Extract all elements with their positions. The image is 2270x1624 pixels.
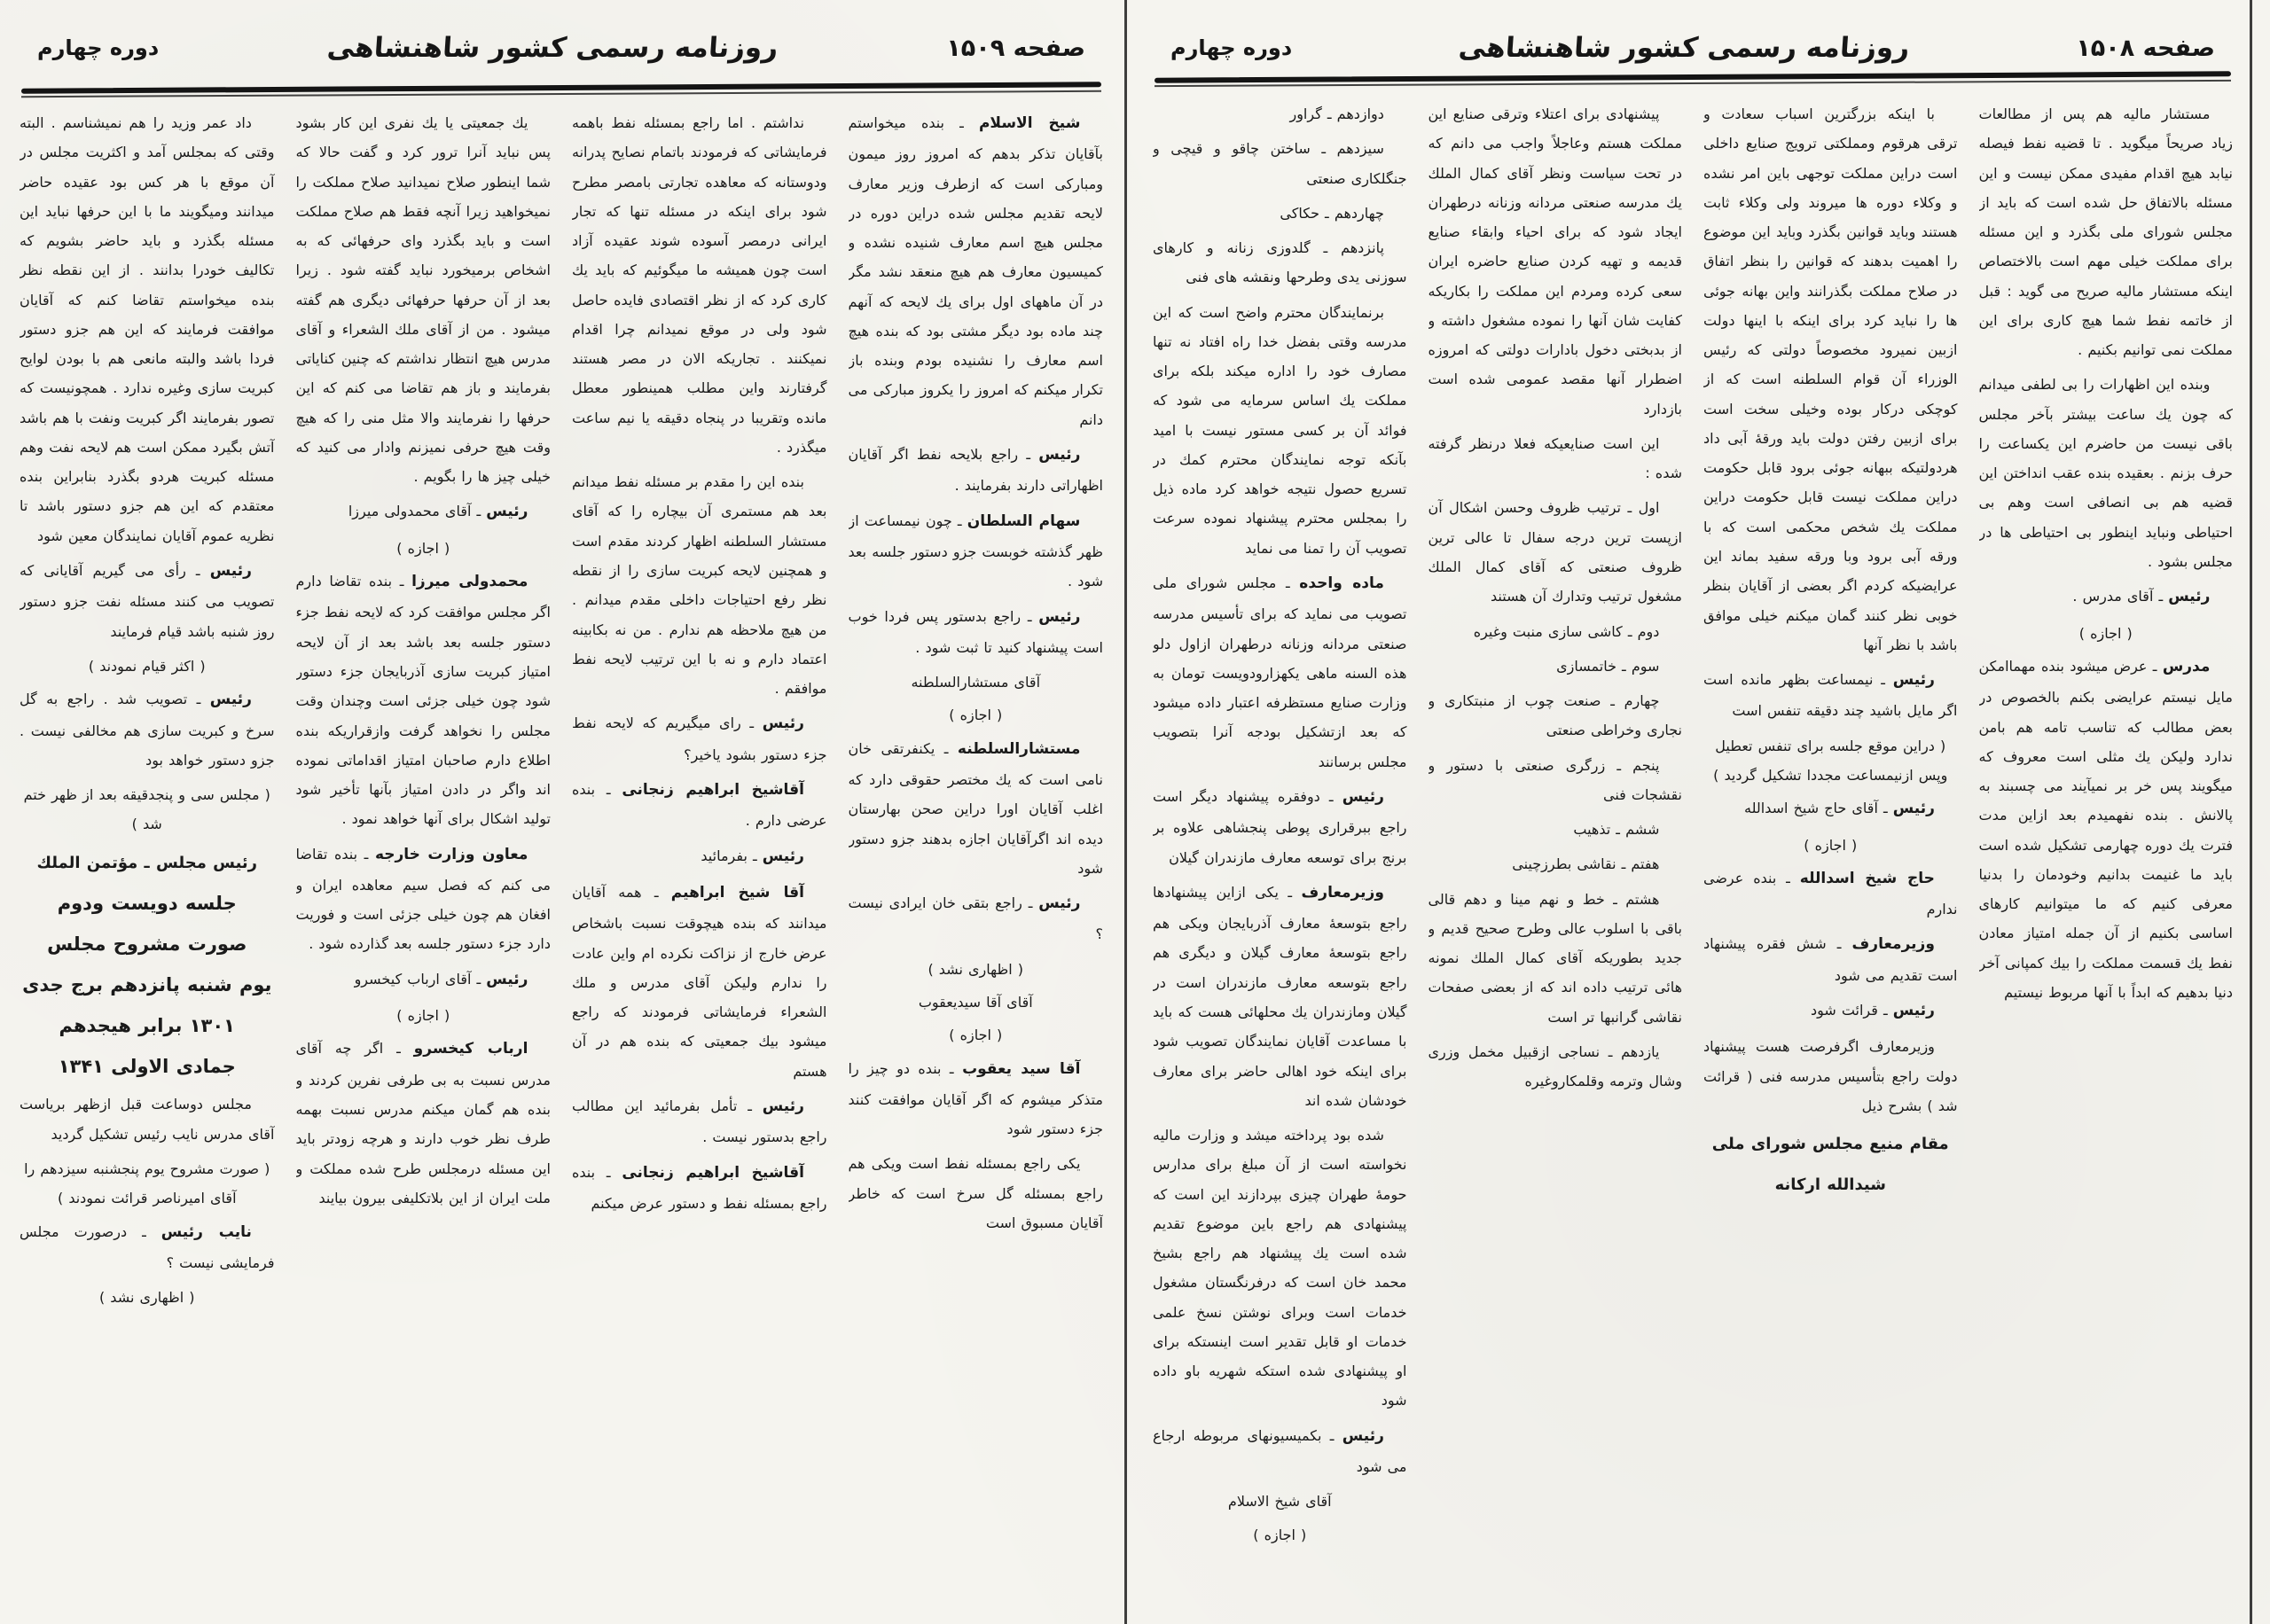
speaker-name: رئیس — [1038, 607, 1081, 626]
speaker-paragraph: رئیس ـ قرائت شود — [1810, 1002, 1935, 1020]
speaker-paragraph: رئیس ـ راجع بدستور پس فردا خوب است پیشنهاد کنید تا ثبت شود . — [848, 607, 1103, 656]
stage-direction: ( صورت مشروح یوم پنجشنبه سیزدهم را آقای امیرناصر قرائت نمودند ) — [24, 1159, 270, 1207]
page-number: صفحه ۱۵۰۹ — [946, 34, 1085, 62]
speaker-name: معاون وزارت خارجه — [374, 845, 528, 863]
speaker-paragraph: رئیس ـ بفرمائید — [701, 847, 804, 865]
speaker-paragraph: رئیس ـ نیمساعت بظهر مانده است اگر مایل باشید چند دقیقه تنفس است — [1703, 671, 1958, 720]
speaker-paragraph: ماده واحده ـ مجلس شورای ملی تصویب می نماید که برای تأسیس مدرسه صنعتی مردانه وزنانه درطهران ازاول دلو هذه السنه ماهی یکهزارودویست تومان به وزارت صنایع مستظرفه اعتبار داده میشود که بعد ازتشکیل بودجه آنرا بتصویب مجلس برسانند — [1153, 574, 1407, 770]
speaker-paragraph: آقا سید یعقوب ـ بنده دو چیز را متذکر میشوم که اگر آقایان موافقت کنند جزء دستور شود — [848, 1059, 1103, 1138]
speaker-paragraph: محمدولی میرزا ـ بنده تقاضا دارم اگر مجلس موافقت کرد که لایحه نفط جزء دستور جلسه بعد باشد بعد از آن لایحه امتیاز کبریت سازی آذربایجان جزء دستور شود چون خیلی جزئی است وچندان وقت مجلس را نخواهد گرفت وازقراریکه بنده اطلاع دارم صاحبان امتیاز اقداماتی نموده اند واگر در دادن امتیاز بآنها تأخیر شود تولید اشکال برای آنها خواهد نمود . — [295, 573, 551, 828]
speaker-name: مدرس — [2162, 657, 2211, 675]
stage-direction: ( اجازه ) — [1253, 1526, 1307, 1543]
speaker-name: رئیس — [762, 714, 804, 733]
body-paragraph: چهاردهم ـ حکاکی — [1280, 204, 1384, 222]
body-paragraph: شده بود پرداخته میشد و وزارت مالیه نخواسته است از آن مبلغ برای مدارس حومهٔ طهران چیزی بپردازند این است که پیشنهادی هم راجع باین موضوع تقدیم شده است یك پیشنهاد هم راجع بشیخ محمد خان است که درفرنگستان مشغول خدمات است وبرای نوشتن نسخ علمی خدمات او قابل تقدیر است اینستکه برای او پیشنهادی شده استکه شهریه باو داده شود — [1153, 1127, 1407, 1409]
body-paragraph: یکی راجع بمسئله نفط است ویکی هم راجع بمسئله گل سرخ است که خاطر آقایان مسبوق است — [848, 1155, 1103, 1231]
speaker-name: رئیس — [1892, 800, 1935, 818]
edition-label: دوره چهارم — [37, 35, 160, 60]
speaker-name: رئیس — [1892, 671, 1935, 690]
page-title: روزنامه رسمی کشور شاهنشاهی — [1457, 32, 1911, 64]
column-grid — [20, 108, 1103, 1617]
speaker-paragraph: مستشارالسلطنه ـ یکنفرتقی خان نامی است که یك مختصر حقوقی دارد که اغلب آقایان اورا دراین صحن بهارستان دیده اند اگرآقایان اجازه بدهند جزو دستور شود — [848, 739, 1103, 877]
session-heading: جلسه دویست ودوم — [57, 893, 237, 914]
newspaper-page-1508 — [1146, 0, 2240, 1624]
body-paragraph: دوازدهم ـ گراور — [1289, 105, 1384, 122]
speaker-paragraph: نایب رئیس ـ درصورت مجلس فرمایشی نیست ؟ — [20, 1222, 275, 1271]
newspaper-column — [20, 108, 275, 1617]
speaker-paragraph: آقاشیخ ابراهیم زنجانی ـ بنده عرضی دارم . — [572, 780, 827, 830]
speaker-name: شیخ الاسلام — [978, 114, 1081, 132]
session-heading: جمادی الاولی ۱۳۴۱ — [58, 1055, 236, 1077]
body-paragraph: پانزدهم ـ گلدوزی زنانه و کارهای سوزنی یدی وطرحها ونقشه های فنی — [1153, 239, 1407, 286]
body-paragraph: سوم ـ خاتمسازی — [1556, 657, 1660, 675]
page-header — [1146, 20, 2240, 76]
speaker-name: رئیس — [209, 691, 252, 709]
body-paragraph: دوم ـ کاشی سازی منبت وغیره — [1473, 622, 1660, 640]
speaker-name: آقا شیخ ابراهیم — [670, 883, 804, 902]
body-paragraph: وزیرمعارف اگرفرصت هست پیشنهاد دولت راجع بتأسیس مدرسه فنی ( قرائت شد ) بشرح ذیل — [1703, 1038, 1958, 1114]
body-paragraph: مستشار مالیه هم پس از مطالعات زیاد صریحاً میگوید . تا قضیه نفط فیصله نیابد هیچ اقدام مفیدی ممکن نیست و این مسئله بالاتفاق حل شده است که باید از مجلس شورای ملی بگذرد و این مسئله برای مملکت خیلی مهم است بالاختصاص اینکه مستشار مالیه صریح می گوید : قبل از خاتمه نفط شما هیچ کاری برای این مملکت نمی توانیم بکنیم . — [1978, 105, 2233, 359]
stage-direction: آقای مستشارالسلطنه — [911, 674, 1041, 691]
body-paragraph: نداشتم . اما راجع بمسئله نفط باهمه فرمایشاتی که فرمودند باتمام نصایح پدرانه ودوستانه که معاهده تجارتی بامصر مطرح شود برای اینکه در مسئله تنها که تجار ایرانی درمصر آسوده شوند عقیده آزاد است چون همیشه ما میگوئیم که باید یك کاری کرد که از نظر اقتصادی فایده حاصل شود ولی در موقع نمیدانم چرا اقدام نمیکنند . تجاریکه الان در مصر هستند گرفتارند واین مطلب همینطور معطل مانده وتقریبا در پنجاه دقیقه یا نیم ساعت میگذرد . — [572, 114, 827, 456]
newspaper-column — [1153, 99, 1407, 1617]
speaker-name: وزیرمعارف — [1851, 935, 1935, 954]
speaker-paragraph: وزیرمعارف ـ شش فقره پیشنهاد است تقدیم می شود — [1703, 935, 1958, 984]
stage-direction: ( اکثر قیام نمودند ) — [88, 657, 206, 675]
stage-direction: ( اجازه ) — [949, 1027, 1003, 1044]
newspaper-page-1509 — [12, 0, 1110, 1624]
body-paragraph: مجلس دوساعت قبل ازظهر بریاست آقای مدرس نایب رئیس تشکیل گردید — [20, 1096, 275, 1143]
body-paragraph: اول ـ ترتیب ظروف وحسن اشکال آن ازپست ترین درجه سفال تا عالی ترین ظروف صنعتی که آقای کمال الملك مشغول ترتیب وتدارك آن هستند — [1428, 499, 1682, 605]
session-heading: ۱۳۰۱ برابر هیجدهم — [59, 1014, 235, 1036]
speaker-paragraph: رئیس ـ راجع بتقی خان ایرادی نیست ؟ — [848, 894, 1103, 943]
speaker-paragraph: رئیس ـ تصویب شد . راجع به گل سرخ و کبریت سازی هم مخالفی نیست . جزو دستور خواهد بود — [20, 691, 275, 769]
speaker-name: رئیس — [209, 561, 252, 580]
speaker-name: نایب رئیس — [160, 1222, 252, 1241]
speaker-paragraph: ارباب کیخسرو ـ اگر چه آقای مدرس نسبت به بی طرفی نفرین کردند و بنده هم گمان میکنم مدرس نسبت بهمه طرف نظر خوب دارند و هرچه زودتر باید این مسئله درمجلس طرح شده مملکت و ملت ایران از این بلاتکلیفی بیرون بیایند — [295, 1040, 551, 1206]
stage-direction: ( اجازه ) — [949, 707, 1003, 724]
speaker-paragraph: مدرس ـ عرض میشود بنده مهماامکن مایل نیستم عرایضی بکنم بالخصوص در بعض مطالب که تناسب تامه هم بامن ندارد ولیکن یك مثلی است معروف که میگویند پس خر بر نمیآیند می چسبند به پالانش . بنده نفهمیدم بعد ازاین مدت فترت یك دوره چهارمی تشکیل شده است باید ما غنیمت بدانیم وخودمان را بدنیا معرفی کنیم که ما میتوانیم کارهای اساسی بکنیم از آن جمله امتیاز معادن نفط یك قسمت مملکت را بیك کمپانی آخر دنیا بدهیم که ابداً با آنها مربوط نیستیم — [1978, 657, 2233, 1001]
body-paragraph: چهارم ـ صنعت چوب از منبتکاری و نجاری وخراطی صنعتی — [1428, 692, 1682, 739]
speaker-paragraph: رئیس ـ آقای محمدولی میرزا — [348, 503, 528, 521]
speaker-name: حاج شیخ اسدالله — [1799, 869, 1935, 887]
stage-direction: ( اجازه ) — [2078, 624, 2133, 642]
speaker-name: رئیس — [762, 847, 804, 865]
speaker-name: رئیس — [1038, 894, 1081, 913]
speaker-name: مستشارالسلطنه — [957, 739, 1081, 758]
page-number: صفحه ۱۵۰۸ — [2076, 34, 2215, 62]
signature-line: شیدالله ارکانه — [1774, 1175, 1886, 1194]
speaker-name: ماده واحده — [1299, 574, 1384, 592]
body-paragraph: هشتم ـ خط و نهم مینا و دهم قالی باقی با اسلوب عالی وطرح صحیح قدیم و جدید بطوریکه آقای کمال الملك نمونه هائی ترتیب داده اند که از بعضی صفحات نقاشی گرانبها تر است — [1428, 890, 1682, 1026]
speaker-name: محمدولی میرزا — [411, 573, 528, 591]
header-rule — [21, 85, 1101, 95]
speaker-name: رئیس — [486, 970, 528, 988]
newspaper-column — [572, 108, 827, 1617]
body-paragraph: یازدهم ـ نساجی ازقبیل مخمل وزری وشال وترمه وقلمکاروغیره — [1428, 1042, 1682, 1090]
page-divider-line — [1124, 0, 1127, 1624]
session-heading: یوم شنبه پانزدهم برج جدی — [22, 973, 272, 995]
edition-label: دوره چهارم — [1170, 35, 1293, 60]
body-paragraph: با اینکه بزرگترین اسباب سعادت و ترقی هرقوم ومملکتی ترویج صنایع داخلی است دراین مملکت توجهی باین امر نشده و وکلاء دوره ها میروند ولی وکلاء ثابت هستند وباید قوانین بگذرد وباید این موضوع را اهمیت بدهند که قوانین را بنظر اتفاق در صلاح مملکت بگذرانند واین بهانه جوئی ها را نباید کرد برای اینکه با اینها دولت ازبین نمیرود مخصوصاً دولتی که رئیس الوزراء آن قوام السلطنه است که از کوچکی درکار بوده وخیلی سخت است برای ازبین رفتن دولت باید ورقهٔ آبی داد هردولتیکه ببهانه جوئی برود قابل حکومت دراین مملکت نیست قابل حکومت دراین مملکت یك شخص محکمی است که با ورقه آبی برود وبا ورقه سفید بماند این عرایضیکه کردم اگر بعضی از آقایان بنظر خوبی نظر کنند گمان میکنم خیلی موافق باشد با نظر آنها — [1703, 105, 1958, 653]
speaker-name: ارباب کیخسرو — [413, 1040, 528, 1058]
speaker-name: وزیرمعارف — [1301, 883, 1384, 902]
speaker-paragraph: سهام السلطان ـ چون نیمساعت از ظهر گذشته خوبست جزو دستور جلسه بعد شود . — [848, 511, 1103, 590]
speaker-name: رئیس — [1038, 446, 1081, 465]
newspaper-column — [296, 108, 552, 1617]
body-paragraph: وبنده این اظهارات را بی لطفی میدانم که چون یك ساعت بیشتر بآخر مجلس باقی نیست من حاضرم این یکساعت را حرف بزنم . بعقیده بنده عقب انداختن این قضیه هم بی انصافی است وهم بی احتیاطی ونباید اینطور بی احتیاطی ها در مجلس بشود . — [1978, 376, 2233, 570]
body-paragraph: یك جمعیتی یا یك نفری این کار بشود پس نباید آنرا ترور کرد و گفت حالا که شما اینطور صلاح نمیدانید صلاح مملکت را نمیخواهید زیرا آنچه فقط هم صلاح مملکت است و باید بگذرد وای حرفهائی که به اشخاص برمیخورد نباید گفته شود . زیرا بعد از آن حرفها حرفهائی دیگری هم گفته میشود . من از آقای ملك الشعراء و آقای مدرس هیچ انتظار نداشتم که چنین کنایاتی بفرمایند و باز هم تقاضا می کنم که این حرفها را نفرمایند والا مثل منی را که هیچ وقت هیچ حرفی نمیزنم وادار می کنید که خیلی چیز ها را بگویم . — [295, 114, 551, 486]
stage-direction: ( اجازه ) — [396, 1007, 450, 1025]
body-paragraph: هفتم ـ نقاشی بطرزچینی — [1512, 855, 1660, 873]
speaker-paragraph: رئیس ـ تأمل بفرمائید این مطالب راجع بدستور نیست . — [572, 1097, 827, 1146]
speaker-paragraph: معاون وزارت خارجه ـ بنده تقاضا می کنم که فصل سیم معاهده ایران و افغان هم چون خیلی جزئی است و فوریت دارد جزء دستور جلسه بعد گذارده شود . — [295, 845, 551, 953]
stage-direction: ( مجلس سی و پنجدقیقه بعد از ظهر ختم شد ) — [23, 786, 270, 833]
body-paragraph: پنجم ـ زرگری صنعتی با دستور و نقشجات فنی — [1428, 756, 1682, 803]
speaker-name: آقاشیخ ابراهیم زنجانی — [622, 1163, 804, 1182]
speaker-paragraph: آقا شیخ ابراهیم ـ همه آقایان میدانند که بنده هیچوقت نسبت باشخاص عرض خارج از نزاکت نکرده ام واین عادت را ندارم ولیکن آقای مدرس و ملك الشعراء فرمایشاتی فرمودند که راجع میشود بیك جمعیتی که بنده هم در آن هستم — [572, 883, 827, 1080]
stage-direction: ( اظهاری نشد ) — [98, 1289, 195, 1307]
speaker-paragraph: آقاشیخ ابراهیم زنجانی ـ بنده راجع بمسئله نفط و دستور عرض میکنم — [572, 1163, 827, 1212]
speaker-name: رئیس — [486, 503, 528, 521]
stage-direction: ( اجازه ) — [396, 539, 450, 557]
stage-direction: ( اجازه ) — [1804, 836, 1858, 854]
header-rule — [1155, 74, 2231, 84]
signature-line: مقام منیع مجلس شورای ملی — [1711, 1135, 1949, 1154]
speaker-paragraph: رئیس ـ آقای حاج شیخ اسدالله — [1744, 800, 1935, 818]
signature-line: رئیس مجلس ـ مؤتمن الملك — [36, 853, 258, 872]
speaker-paragraph: حاج شیخ اسدالله ـ بنده عرضی ندارم — [1703, 869, 1958, 918]
body-paragraph: بنده این را مقدم بر مسئله نفط میدانم بعد هم مستمری آن بیچاره را که آقای مستشار السلطنه اظهار کردند مقدم است و همچنین لایحه کبریت سازی را از نقطه نظر رفع احتیاجات داخلی مقدم میدانم . من هیچ ملاحظه هم ندارم . من نه بکابینه اعتماد دارم و نه با این ترتیب لایحه نفط موافقم . — [572, 473, 827, 698]
stage-direction: آقای آقا سیدیعقوب — [918, 994, 1033, 1011]
newspaper-column — [1429, 99, 1683, 1617]
speaker-name: آقا سید یعقوب — [962, 1059, 1081, 1078]
speaker-name: رئیس — [1892, 1002, 1935, 1020]
body-paragraph: داد عمر وزید را هم نمیشناسم . البته وقتی که بمجلس آمد و اکثریت مجلس در آن موقع با هر کس بود عقیده حاضر میدانند ومیگویند ما با این حرفها نباید این مسئله بگذرد و باید حاضر بشویم که تکالیف خودرا بدانند . از این نقطه نظر بنده میخواستم تقاضا کنم که آقایان موافقت فرمایند که این هم جزو دستور فردا باشد والبته مانعی هم با بودن لوایح کبریت سازی وغیره ندارد . همچونیست که تصور بفرمایند اگر کبریت ونفت با هم باشد آتش بگیرد ممکن است هم لایحه نفت وهم مسئله کبریت هردو بگذرد بنابراین بنده معتقدم که این هم جزو دستور باشد تا نظریه عموم آقایان نمایندگان معین شود — [20, 114, 275, 544]
speaker-paragraph: رئیس ـ راجع بلایحه نفط اگر آقایان اظهاراتی دارند بفرمایند . — [848, 446, 1103, 495]
page-edge-line — [2250, 0, 2252, 1624]
speaker-paragraph: رئیس ـ رأی می گیریم آقایانی که تصویب می کنند مسئله نفت جزو دستور روز شنبه باشد قیام فرمایند — [20, 561, 275, 640]
speaker-name: آقاشیخ ابراهیم زنجانی — [622, 780, 804, 799]
speaker-paragraph: رئیس ـ آقای ارباب کیخسرو — [354, 970, 528, 988]
body-paragraph: سیزدهم ـ ساختن چاقو و قیچی و جنگلکاری صنعتی — [1153, 140, 1407, 187]
body-paragraph: برنمایندگان محترم واضح است که این مدرسه وقتی بفضل خدا راه افتاد نه تنها مصارف خود را اداره میکند بلکه برای مملکت یك اساس سرمایه می شود که فوائد آن بر کسی مستور نیست با امید بآنکه توجه نمایندگان محترم کمك در تسریع حصول نتیجه خواهد کرد ماده ذیل را بمجلس محترم پیشنهاد نموده سرعت تصویب آن را تمنا می نماید — [1153, 303, 1407, 557]
speaker-paragraph: رئیس ـ آقای مدرس . — [2072, 588, 2211, 606]
page-header — [12, 20, 1110, 76]
body-paragraph: ششم ـ تذهیب — [1573, 821, 1660, 839]
speaker-name: سهام السلطان — [967, 511, 1081, 530]
newspaper-column — [1703, 99, 1958, 1617]
speaker-paragraph: رئیس ـ بکمیسیونهای مربوطه ارجاع می شود — [1153, 1426, 1407, 1476]
stage-direction: آقای شیخ الاسلام — [1227, 1493, 1332, 1511]
session-heading: صورت مشروح مجلس — [47, 933, 247, 955]
stage-direction: ( دراین موقع جلسه برای تنفس تعطیل وپس ازنیمساعت مجددا تشکیل گردید ) — [1713, 737, 1948, 784]
stage-direction: ( اظهاری نشد ) — [928, 960, 1024, 978]
column-grid — [1153, 99, 2233, 1617]
body-paragraph: این است صنایعیکه فعلا درنظر گرفته شده : — [1428, 434, 1682, 482]
speaker-name: رئیس — [2168, 588, 2211, 606]
page-title: روزنامه رسمی کشور شاهنشاهی — [325, 32, 779, 64]
newspaper-column — [1979, 99, 2234, 1617]
newspaper-column — [849, 108, 1104, 1617]
speaker-name: رئیس — [762, 1097, 804, 1115]
speaker-name: رئیس — [1342, 1426, 1384, 1445]
speaker-paragraph: رئیس ـ رای میگیریم که لایحه نفط جزء دستور بشود یاخیر؟ — [572, 714, 827, 763]
speaker-paragraph: شیخ الاسلام ـ بنده میخواستم بآقایان تذکر بدهم که امروز روز میمون ومبارکی است که ازطرف وزیر معارف لایحه تقدیم مجلس شده دراین دوره در مجلس هیچ اسم معارف شنیده نشده و کمیسیون معارف هم هیچ منعقد نشد مگر در آن ماههای اول برای یك لایحه که آنهم چند ماده بود دیگر مشتی بود که بنده هیچ اسم معارف را نشنیده بودم وبنده باز تکرار میکنم که امروز را یکروز مبارکی می دانم — [848, 114, 1103, 428]
body-paragraph: پیشنهادی برای اعتلاء وترقی صنایع این مملکت هستم وعاجلاً واجب می دانم که در تحت سیاست ونظر آقای کمال الملك یك مدرسه صنعتی مردانه وزنانه درطهران ایجاد شود که برای احیاء وابقاء صنایع قدیمه و تهیه کردن صنایع حاضره ایران سعی کرده ومردم این مملکت را بکاریکه کفایت شان آنها را نموده مشغول داشته و از بدبختی دخول بادارات دولتی که امروزه اضطرار آنها مقصد عمومی شده است بازدارد — [1428, 105, 1682, 418]
speaker-name: رئیس — [1342, 787, 1384, 806]
speaker-paragraph: وزیرمعارف ـ یکی ازاین پیشنهادها راجع بتوسعهٔ معارف آذربایجان ویکی هم راجع بتوسعهٔ معارف گیلان و دیگری هم راجع بتوسعه معارف مازندران است در گیلان ومازندران یك محلهائی هست که باید با مساعدت آقایان نمایندگان تصویب شود برای اینکه خود اهالی حاضر برای معارف خودشان شده اند — [1153, 883, 1407, 1109]
speaker-paragraph: رئیس ـ دوفقره پیشنهاد دیگر است راجع ببرقراری پوطی پنجشاهی علاوه بر برنج برای توسعه معارف مازندران گیلان — [1153, 787, 1407, 866]
